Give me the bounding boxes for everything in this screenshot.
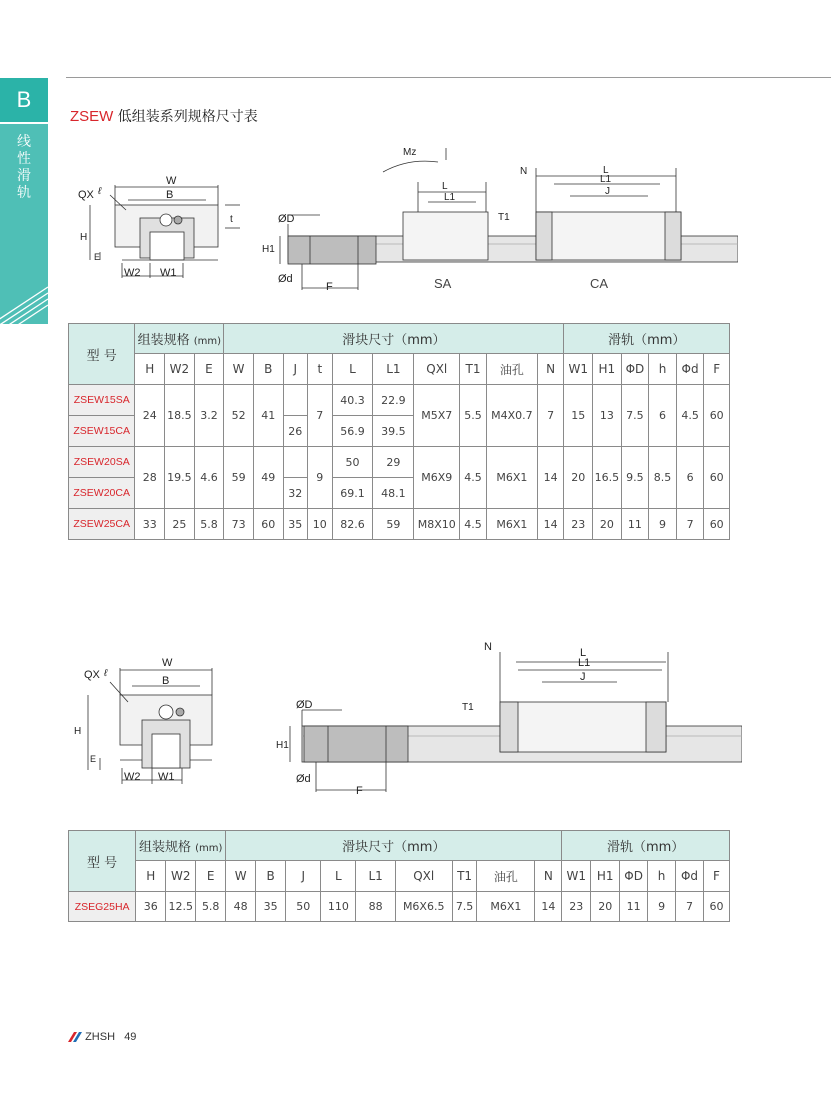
cell-qxl: M5X7 bbox=[414, 385, 460, 447]
cell-h: 36 bbox=[136, 892, 166, 922]
label2-f: F bbox=[356, 785, 363, 797]
cell-l1: 39.5 bbox=[373, 416, 414, 447]
column-header: H bbox=[136, 861, 166, 892]
cell-j: 50 bbox=[286, 892, 321, 922]
cell-t1: 4.5 bbox=[460, 509, 487, 540]
cell-t: 10 bbox=[308, 509, 333, 540]
column-header: ΦD bbox=[620, 861, 648, 892]
header2-rail: 滑轨（mm） bbox=[562, 831, 730, 861]
cell-phid: 7 bbox=[676, 509, 704, 540]
column-header: E bbox=[194, 354, 224, 385]
cell-l: 56.9 bbox=[332, 416, 373, 447]
end-view-drawing-2 bbox=[70, 650, 250, 790]
header2-assembly bbox=[136, 831, 226, 861]
column-header: H bbox=[135, 354, 165, 385]
column-header: QXl bbox=[414, 354, 460, 385]
column-header: ΦD bbox=[621, 354, 649, 385]
column-header: B bbox=[253, 354, 283, 385]
column-header: QXl bbox=[395, 861, 452, 892]
cell-l1: 48.1 bbox=[373, 478, 414, 509]
cell-h1: 16.5 bbox=[593, 447, 622, 509]
column-header: E bbox=[196, 861, 226, 892]
chapter-letter: B bbox=[16, 87, 32, 112]
cell-w: 48 bbox=[226, 892, 256, 922]
cell-oil: M6X1 bbox=[477, 892, 535, 922]
label-h: H bbox=[80, 232, 88, 243]
cell-l: 69.1 bbox=[332, 478, 373, 509]
cell-b: 35 bbox=[256, 892, 286, 922]
column-header: J bbox=[286, 861, 321, 892]
column-header: H1 bbox=[593, 354, 622, 385]
label2-w: W bbox=[162, 657, 173, 669]
label2-b: B bbox=[162, 675, 170, 687]
cell-e: 4.6 bbox=[194, 447, 224, 509]
model-cell: ZSEW15SA bbox=[69, 385, 135, 416]
cell-w2: 25 bbox=[165, 509, 195, 540]
model-cell: ZSEW20CA bbox=[69, 478, 135, 509]
section-title bbox=[70, 106, 258, 126]
cell-h1: 20 bbox=[593, 509, 622, 540]
label2-n: N bbox=[484, 641, 492, 653]
column-header: L1 bbox=[356, 861, 395, 892]
label-phi-d-small: Ød bbox=[278, 273, 293, 285]
footer bbox=[68, 1031, 136, 1043]
cell-w2: 19.5 bbox=[165, 447, 195, 509]
header-assembly-text: 组装规格 bbox=[137, 333, 190, 348]
label-l1-sa: L1 bbox=[444, 192, 456, 203]
label-l1-ca: L1 bbox=[600, 174, 612, 185]
cell-w1: 23 bbox=[564, 509, 593, 540]
column-header: T1 bbox=[460, 354, 487, 385]
cell-oil: M6X1 bbox=[486, 447, 537, 509]
column-header: L bbox=[321, 861, 356, 892]
label-b: B bbox=[166, 189, 174, 201]
label2-l: L bbox=[580, 647, 587, 659]
label-t: t bbox=[230, 214, 233, 225]
cell-phid: 4.5 bbox=[676, 385, 704, 447]
label-phi-d-big: ØD bbox=[278, 213, 295, 225]
cell-w2: 12.5 bbox=[166, 892, 196, 922]
column-header: 油孔 bbox=[486, 354, 537, 385]
label2-phi-d-small: Ød bbox=[296, 773, 311, 785]
cell-w: 59 bbox=[224, 447, 254, 509]
label2-j: J bbox=[580, 671, 586, 683]
column-header: Φd bbox=[676, 354, 704, 385]
table-row bbox=[69, 447, 730, 478]
cell-j: 35 bbox=[283, 509, 308, 540]
column-header: F bbox=[704, 354, 730, 385]
header-model: 型 号 bbox=[69, 324, 135, 385]
table-row bbox=[69, 509, 730, 540]
cell-j bbox=[283, 385, 308, 416]
cell-phid: 9.5 bbox=[621, 447, 649, 509]
label-l-sa: L bbox=[442, 181, 448, 192]
label-qx: QX bbox=[78, 189, 94, 201]
cell-f: 60 bbox=[704, 509, 730, 540]
label-t1: T1 bbox=[498, 212, 510, 223]
cell-e: 3.2 bbox=[194, 385, 224, 447]
cell-l1: 22.9 bbox=[373, 385, 414, 416]
cell-n: 14 bbox=[537, 447, 564, 509]
label2-e: E bbox=[90, 754, 97, 764]
cell-w: 73 bbox=[224, 509, 254, 540]
cell-j: 32 bbox=[283, 478, 308, 509]
column-header: 油孔 bbox=[477, 861, 535, 892]
title-series-code: ZSEW bbox=[70, 108, 114, 125]
cell-t: 7 bbox=[308, 385, 333, 447]
cell-n: 7 bbox=[537, 385, 564, 447]
cell-w2: 18.5 bbox=[165, 385, 195, 447]
top-rule bbox=[66, 77, 831, 78]
cell-oil: M6X1 bbox=[486, 509, 537, 540]
column-header: W2 bbox=[166, 861, 196, 892]
label2-w2: W2 bbox=[124, 771, 141, 783]
cell-phid: 11 bbox=[621, 509, 649, 540]
cell-b: 49 bbox=[253, 447, 283, 509]
cell-h: 9 bbox=[649, 509, 677, 540]
cell-b: 41 bbox=[253, 385, 283, 447]
column-header: J bbox=[283, 354, 308, 385]
model-cell: ZSEW15CA bbox=[69, 416, 135, 447]
cell-t1: 7.5 bbox=[452, 892, 477, 922]
cell-h: 33 bbox=[135, 509, 165, 540]
cell-e: 5.8 bbox=[196, 892, 226, 922]
label2-ell: ℓ bbox=[104, 668, 108, 679]
column-header: W2 bbox=[165, 354, 195, 385]
label-e: E bbox=[94, 252, 101, 262]
column-header: T1 bbox=[452, 861, 477, 892]
cell-t: 9 bbox=[308, 447, 333, 509]
header2-block: 滑块尺寸（mm） bbox=[226, 831, 562, 861]
cell-l1: 29 bbox=[373, 447, 414, 478]
column-header: Φd bbox=[676, 861, 704, 892]
label-n: N bbox=[520, 166, 528, 177]
cell-w1: 15 bbox=[564, 385, 593, 447]
header2-model: 型 号 bbox=[69, 831, 136, 892]
model-cell: ZSEW20SA bbox=[69, 447, 135, 478]
cell-h: 8.5 bbox=[649, 447, 677, 509]
label2-t1: T1 bbox=[462, 702, 474, 713]
page-number: 49 bbox=[124, 1031, 137, 1043]
cell-phid: 11 bbox=[620, 892, 648, 922]
cell-l: 40.3 bbox=[332, 385, 373, 416]
header2-assembly-unit: (mm) bbox=[195, 843, 223, 854]
column-header: W bbox=[224, 354, 254, 385]
cell-l: 82.6 bbox=[332, 509, 373, 540]
cell-qxl: M6X9 bbox=[414, 447, 460, 509]
cell-phid: 7.5 bbox=[621, 385, 649, 447]
label-f: F bbox=[326, 281, 333, 293]
cell-w1: 20 bbox=[564, 447, 593, 509]
model-cell: ZSEG25HA bbox=[69, 892, 136, 922]
cell-phid: 7 bbox=[676, 892, 704, 922]
end-view-drawing-1 bbox=[70, 160, 250, 285]
label2-phi-d-big: ØD bbox=[296, 699, 313, 711]
cell-l: 50 bbox=[332, 447, 373, 478]
column-header: h bbox=[649, 354, 677, 385]
header2-assembly-text: 组装规格 bbox=[138, 840, 191, 855]
chapter-vertical-title: 线性滑轨 bbox=[17, 134, 31, 201]
cell-qxl: M8X10 bbox=[414, 509, 460, 540]
label-ca: CA bbox=[590, 276, 609, 291]
footer-brand: ZHSH bbox=[85, 1031, 116, 1043]
column-header: W1 bbox=[562, 861, 591, 892]
cell-b: 60 bbox=[253, 509, 283, 540]
cell-f: 60 bbox=[703, 892, 729, 922]
column-header: F bbox=[703, 861, 729, 892]
cell-t1: 5.5 bbox=[460, 385, 487, 447]
column-header: N bbox=[537, 354, 564, 385]
column-header: h bbox=[648, 861, 676, 892]
spec-table-2 bbox=[68, 830, 730, 922]
column-header: H1 bbox=[591, 861, 620, 892]
sidebar-stripes bbox=[0, 282, 60, 332]
cell-w: 52 bbox=[224, 385, 254, 447]
side-view-drawing-2 bbox=[272, 640, 742, 805]
cell-l1: 88 bbox=[356, 892, 395, 922]
header-assembly bbox=[135, 324, 224, 354]
cell-h1: 20 bbox=[591, 892, 620, 922]
cell-j bbox=[283, 447, 308, 478]
column-header: L bbox=[332, 354, 373, 385]
label2-w1: W1 bbox=[158, 771, 175, 783]
header-assembly-unit: (mm) bbox=[193, 336, 222, 347]
spec-table-1 bbox=[68, 323, 730, 540]
title-text: 低组装系列规格尺寸表 bbox=[113, 109, 258, 125]
model-cell: ZSEW25CA bbox=[69, 509, 135, 540]
label2-l1: L1 bbox=[578, 657, 591, 669]
label-sa: SA bbox=[434, 276, 452, 291]
cell-w1: 23 bbox=[562, 892, 591, 922]
label-w: W bbox=[166, 175, 177, 187]
cell-l1: 59 bbox=[373, 509, 414, 540]
cell-f: 60 bbox=[704, 385, 730, 447]
cell-n: 14 bbox=[537, 509, 564, 540]
cell-t1: 4.5 bbox=[460, 447, 487, 509]
cell-h: 9 bbox=[648, 892, 676, 922]
label-j: J bbox=[605, 186, 610, 197]
cell-qxl: M6X6.5 bbox=[395, 892, 452, 922]
cell-n: 14 bbox=[535, 892, 562, 922]
label2-h1: H1 bbox=[276, 740, 289, 751]
cell-h1: 13 bbox=[593, 385, 622, 447]
label-w2: W2 bbox=[124, 267, 141, 279]
cell-j: 26 bbox=[283, 416, 308, 447]
column-header: B bbox=[256, 861, 286, 892]
label-mz: Mz bbox=[403, 147, 417, 158]
cell-e: 5.8 bbox=[194, 509, 224, 540]
table-row bbox=[69, 385, 730, 416]
column-header: t bbox=[308, 354, 333, 385]
header-block: 滑块尺寸（mm） bbox=[224, 324, 564, 354]
label2-qx: QX bbox=[84, 669, 100, 681]
label-w1: W1 bbox=[160, 267, 177, 279]
column-header: W1 bbox=[564, 354, 593, 385]
label-ell: ℓ bbox=[98, 186, 102, 197]
label-l-ca: L bbox=[603, 165, 609, 176]
cell-phid: 6 bbox=[676, 447, 704, 509]
header-rail: 滑轨（mm） bbox=[564, 324, 730, 354]
column-header: N bbox=[535, 861, 562, 892]
cell-l: 110 bbox=[321, 892, 356, 922]
cell-oil: M4X0.7 bbox=[486, 385, 537, 447]
cell-f: 60 bbox=[704, 447, 730, 509]
cell-h: 24 bbox=[135, 385, 165, 447]
column-header: L1 bbox=[373, 354, 414, 385]
column-header: W bbox=[226, 861, 256, 892]
brand-logo-icon bbox=[68, 1031, 82, 1043]
side-view-drawing-1 bbox=[258, 140, 738, 300]
table-row bbox=[69, 892, 730, 922]
cell-h: 6 bbox=[649, 385, 677, 447]
cell-h: 28 bbox=[135, 447, 165, 509]
label2-h: H bbox=[74, 726, 82, 737]
label-h1: H1 bbox=[262, 244, 275, 255]
